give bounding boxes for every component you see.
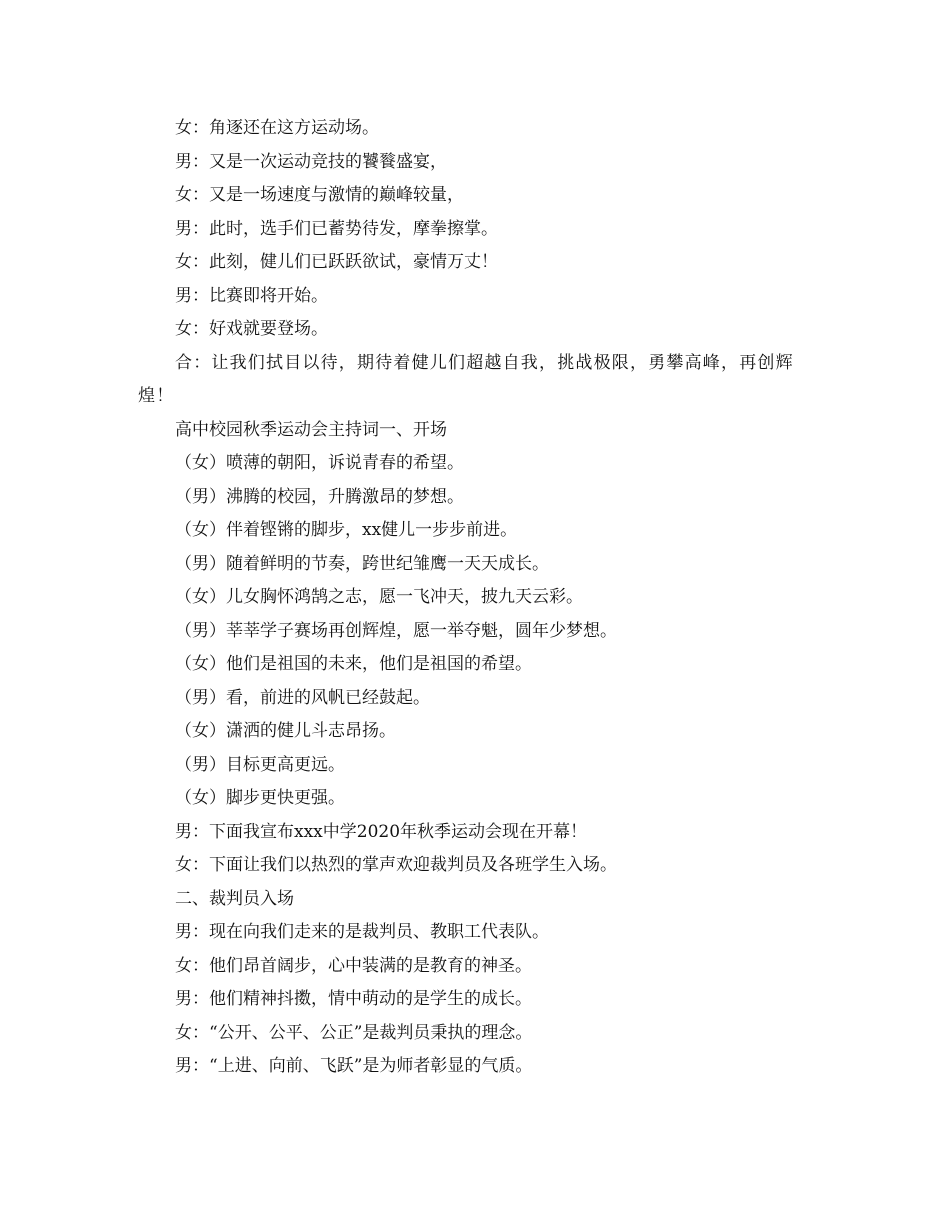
- paragraph: （女）喷薄的朝阳，诉说青春的希望。: [175, 453, 464, 473]
- paragraph: 合：让我们拭目以待，期待着健儿们超越自我，挑战极限，勇攀高峰，再创辉煌！: [138, 352, 794, 406]
- paragraph: （女）潇洒的健儿斗志昂扬。: [175, 721, 396, 741]
- paragraph: （女）脚步更快更强。: [175, 788, 345, 808]
- paragraph: 男：下面我宣布xxx中学2020年秋季运动会现在开幕！: [175, 821, 588, 842]
- paragraph: 女：“公开、公平、公正”是裁判员秉执的理念。: [175, 1022, 533, 1043]
- document-body: [138, 112, 818, 1084]
- paragraph: （男）随着鲜明的节奏，跨世纪雏鹰一天天成长。: [175, 553, 549, 574]
- paragraph: 女：下面让我们以热烈的掌声欢迎裁判员及各班学生入场。: [175, 855, 617, 875]
- paragraph: （女）他们是祖国的未来，他们是祖国的希望。: [175, 654, 532, 674]
- paragraph: 女：此刻，健儿们已跃跃欲试，豪情万丈！: [175, 252, 498, 272]
- paragraph: 男：现在向我们走来的是裁判员、教职工代表队。: [175, 922, 549, 942]
- paragraph: （男）目标更高更远。: [175, 754, 345, 775]
- paragraph: 男：“上进、向前、飞跃”是为师者彰显的气质。: [175, 1056, 533, 1076]
- paragraph: 女：好戏就要登场。: [175, 319, 328, 339]
- paragraph: 男：比赛即将开始。: [175, 285, 328, 306]
- paragraph: 女：他们昂首阔步，心中装满的是教育的神圣。: [175, 955, 532, 976]
- paragraph: 男：此时，选手们已蓄势待发，摩拳擦掌。: [175, 218, 498, 239]
- section-heading: 高中校园秋季运动会主持词一、开场: [175, 419, 447, 440]
- paragraph: （女）伴着铿锵的脚步，xx健儿一步步前进。: [175, 520, 518, 540]
- section-heading: 二、裁判员入场: [175, 888, 294, 909]
- paragraph: 男：又是一次运动竞技的饕餮盛宴，: [175, 151, 447, 172]
- paragraph: 男：他们精神抖擞，情中萌动的是学生的成长。: [175, 989, 532, 1009]
- paragraph: （男）看，前进的风帆已经鼓起。: [175, 687, 430, 708]
- paragraph: （男）沸腾的校园，升腾激昂的梦想。: [175, 486, 464, 507]
- paragraph: 女：又是一场速度与激情的巅峰较量，: [175, 185, 464, 205]
- paragraph: （男）莘莘学子赛场再创辉煌，愿一举夺魁，圆年少梦想。: [175, 620, 617, 641]
- paragraph: 女：角逐还在这方运动场。: [175, 118, 379, 138]
- paragraph: （女）儿女胸怀鸿鹄之志，愿一飞冲天，披九天云彩。: [175, 587, 583, 607]
